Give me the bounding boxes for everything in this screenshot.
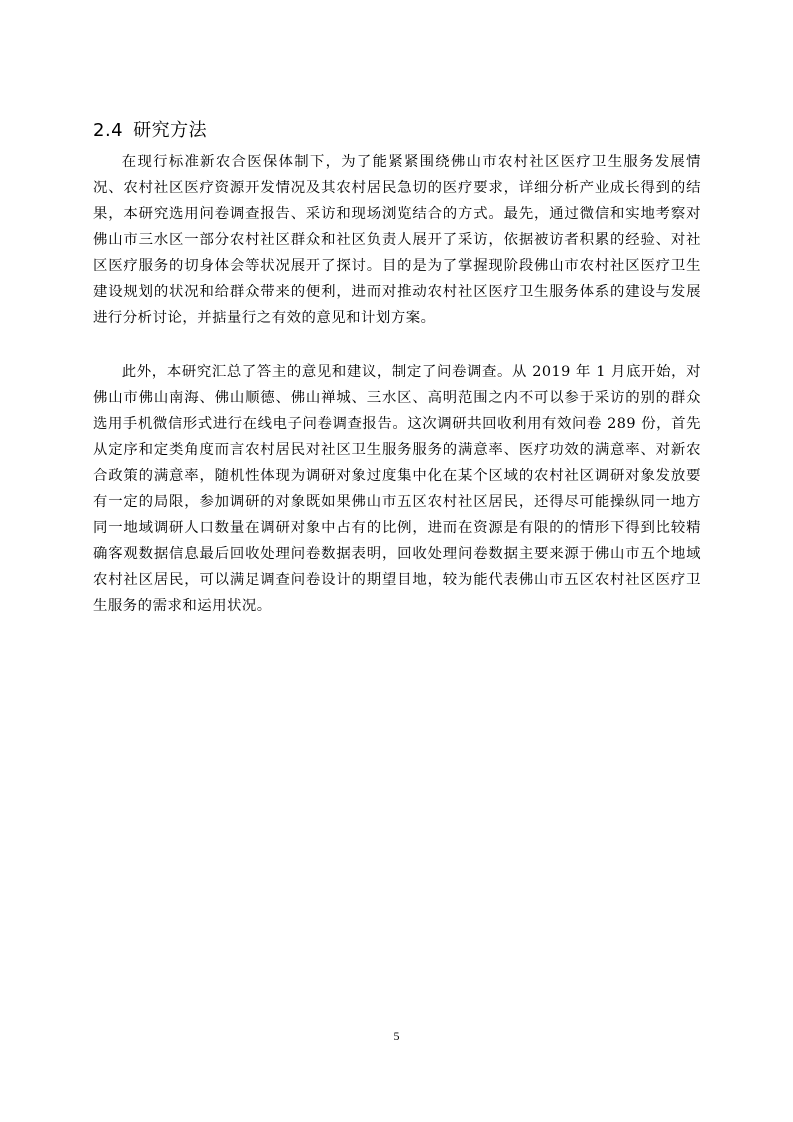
section-number: 2.4 [93,120,124,141]
section-heading [93,118,713,144]
section-title: 研究方法 [133,120,208,141]
body-paragraph: 在现行标准新农合医保体制下，为了能紧紧围绕佛山市农村社区医疗卫生服务发展情况、农村社区医疗资源开发情况及其农村居民急切的医疗要求，详细分析产业成长得到的结果，本研究选用问卷调查报告、采访和现场浏览结合的方式。最先，通过微信和实地考察对佛山市三水区一部分农村社区群众和社区负责人展开了采访，依据被访者积累的经验、对社区医疗服务的切身体会等状况展开了探讨。目的是为了掌握现阶段佛山市农村社区医疗卫生建设规划的状况和给群众带来的便利，进而对推动农村社区医疗卫生服务体系的建设与发展进行分析讨论，并掂量行之有效的意见和计划方案。 [93,154,701,326]
body-paragraph: 此外，本研究汇总了答主的意见和建议，制定了问卷调查。从 2019 年 1 月底开始，对佛山市佛山南海、佛山顺德、佛山禅城、三水区、高明范围之内不可以参于采访的别的群众选用手机微信形式进行在线电子问卷调查报告。这次调研共回收利用有效问卷 289 份，首先从定序和定类角度而言农村居民对社区卫生服务服务的满意率、医疗功效的满意率、对新农合政策的满意率，随机性体现为调研对象过度集中化在某个区域的农村社区调研对象发放要有一定的局限，参加调研的对象既如果佛山市五区农村社区居民，还得尽可能操纵同一地方同一地域调研人口数量在调研对象中占有的比例，进而在资源是有限的的情形下得到比较精确客观数据信息最后回收处理问卷数据表明，回收处理问卷数据主要来源于佛山市五个地域农村社区居民，可以满足调查问卷设计的期望目地，较为能代表佛山市五区农村社区医疗卫生服务的需求和运用状况。 [93,364,701,614]
page-number: 5 [393,1029,400,1043]
